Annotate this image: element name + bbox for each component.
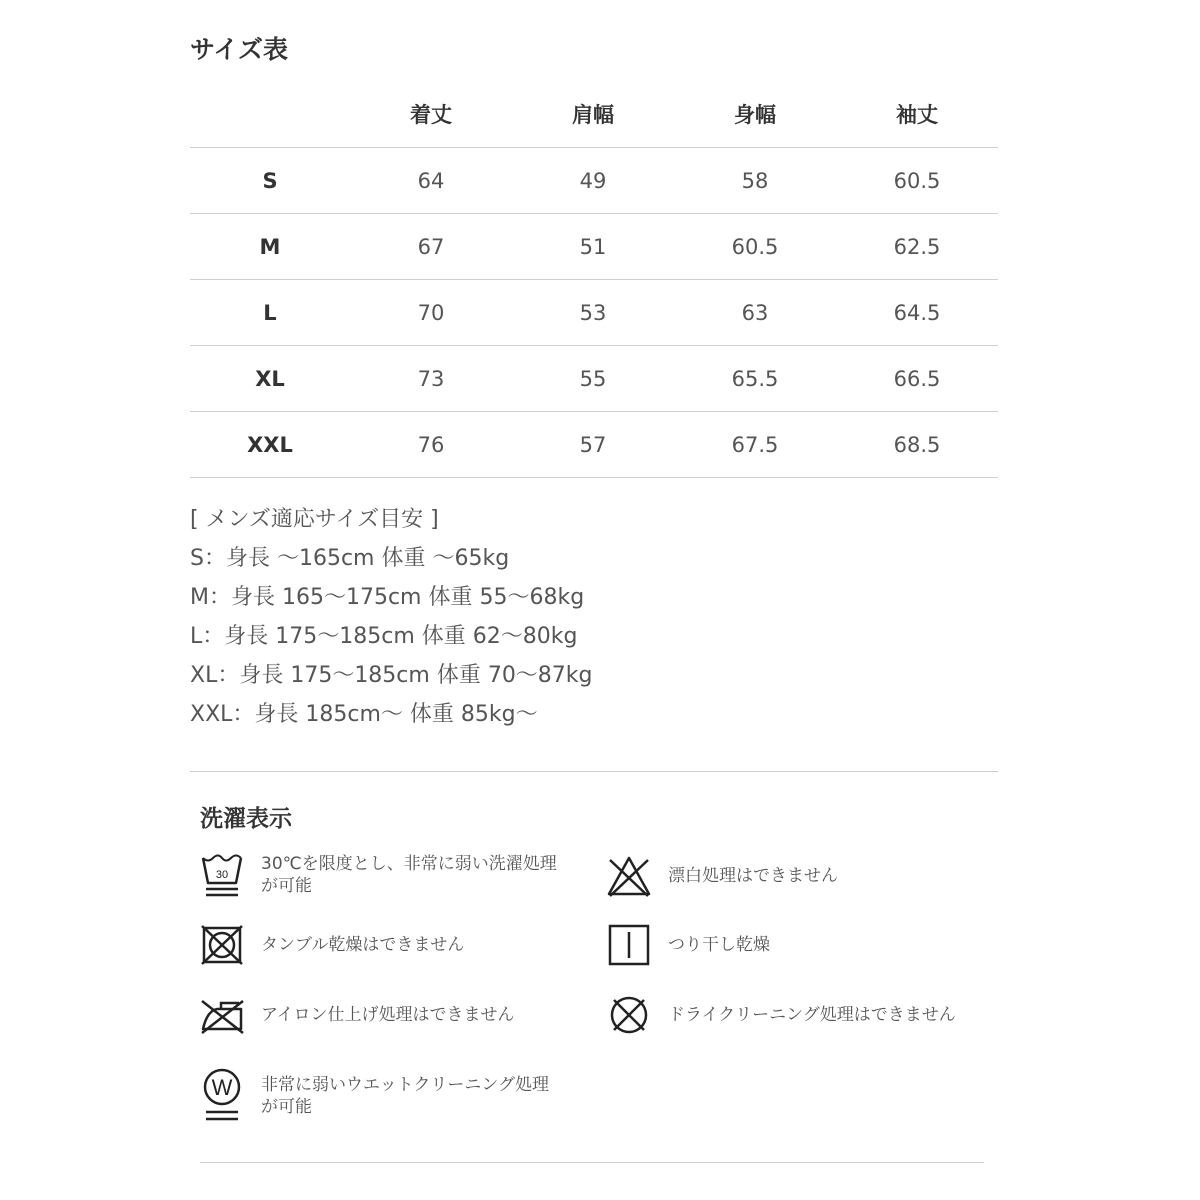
no-dry-clean-icon [606, 992, 652, 1038]
wet-clean-label: W [211, 1075, 233, 1100]
size-label: XXL [190, 412, 350, 478]
table-cell: 60.5 [836, 148, 998, 214]
care-item-iron [199, 992, 561, 1038]
table-cell: 70 [350, 280, 512, 346]
size-table [190, 80, 998, 478]
header-sleeve: 袖丈 [836, 80, 998, 148]
no-tumble-dry-icon [199, 922, 245, 968]
table-cell: 57 [512, 412, 674, 478]
care-item-bleach [606, 853, 968, 899]
fit-guide-line-s: S：身長 ～165cm 体重 ～65kg [190, 546, 510, 571]
no-bleach-icon [606, 853, 652, 899]
table-row [190, 214, 998, 280]
table-cell: 66.5 [836, 346, 998, 412]
care-text: タンブル乾燥はできません [261, 935, 465, 955]
size-label: XL [190, 346, 350, 412]
care-text: 非常に弱いウエットクリーニング処理が可能 [261, 1075, 549, 1117]
fit-guide-line-xxl: XXL：身長 185cm～ 体重 85kg～ [190, 702, 538, 727]
header-shoulder: 肩幅 [512, 80, 674, 148]
header-length: 着丈 [350, 80, 512, 148]
care-text: ドライクリーニング処理はできません [668, 1005, 956, 1025]
size-table-header-row [190, 80, 998, 148]
table-cell: 67.5 [674, 412, 836, 478]
table-cell: 64.5 [836, 280, 998, 346]
header-chest: 身幅 [674, 80, 836, 148]
wash-30-gentle-icon [199, 852, 245, 898]
line-dry-icon [606, 922, 652, 968]
care-text: 漂白処理はできません [668, 866, 838, 886]
care-item-tumble [199, 922, 561, 968]
table-cell: 65.5 [674, 346, 836, 412]
table-cell: 49 [512, 148, 674, 214]
table-cell: 60.5 [674, 214, 836, 280]
table-cell: 68.5 [836, 412, 998, 478]
size-label: S [190, 148, 350, 214]
wash-temp-label: 30 [215, 869, 229, 881]
size-label: L [190, 280, 350, 346]
table-cell: 58 [674, 148, 836, 214]
table-row [190, 346, 998, 412]
fit-guide-line-m: M：身長 165～175cm 体重 55～68kg [190, 585, 585, 610]
table-cell: 63 [674, 280, 836, 346]
table-cell: 53 [512, 280, 674, 346]
care-item-wash [199, 852, 561, 898]
header-corner [190, 80, 350, 148]
care-text: アイロン仕上げ処理はできません [261, 1005, 515, 1025]
table-cell: 64 [350, 148, 512, 214]
care-text: つり干し乾燥 [668, 935, 770, 955]
fit-guide-line-l: L：身長 175～185cm 体重 62～80kg [190, 624, 578, 649]
size-label: M [190, 214, 350, 280]
fit-guide-heading: [ メンズ適応サイズ目安 ] [190, 507, 439, 532]
table-cell: 67 [350, 214, 512, 280]
table-row [190, 148, 998, 214]
table-row [190, 412, 998, 478]
wet-clean-gentle-icon [199, 1068, 245, 1124]
no-iron-icon [199, 992, 245, 1038]
size-chart-title: サイズ表 [190, 35, 289, 64]
care-item-wet-clean [199, 1068, 561, 1124]
fit-guide [190, 500, 593, 734]
table-row [190, 280, 998, 346]
fit-guide-line-xl: XL：身長 175～185cm 体重 70～87kg [190, 663, 593, 688]
care-text: 30℃を限度とし、非常に弱い洗濯処理が可能 [261, 854, 557, 896]
table-cell: 73 [350, 346, 512, 412]
table-cell: 62.5 [836, 214, 998, 280]
care-item-line-dry [606, 922, 968, 968]
table-cell: 55 [512, 346, 674, 412]
table-cell: 51 [512, 214, 674, 280]
divider [190, 771, 998, 772]
care-item-dry-clean [606, 992, 968, 1038]
care-label-title: 洗濯表示 [200, 806, 292, 832]
table-cell: 76 [350, 412, 512, 478]
divider [200, 1162, 984, 1163]
